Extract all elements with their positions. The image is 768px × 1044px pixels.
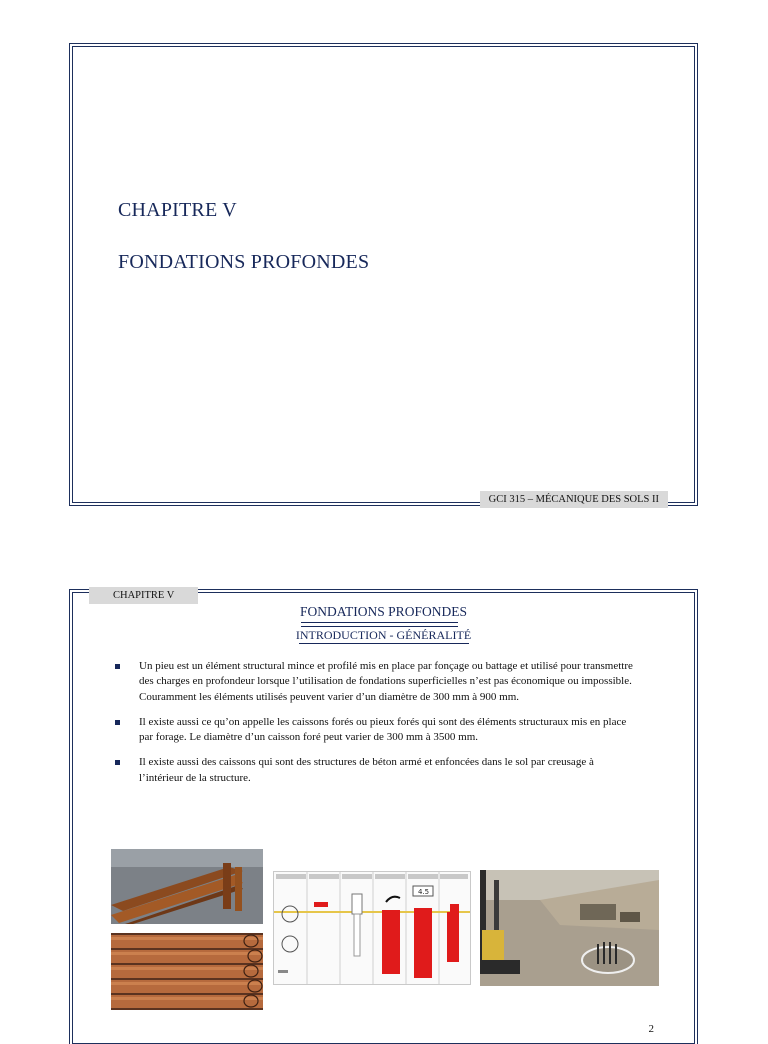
bullet-item <box>115 715 635 746</box>
chapter-header-tab: CHAPITRE V <box>89 587 198 604</box>
diagram-label: 4.5 <box>418 888 430 896</box>
bullet-item <box>115 755 635 786</box>
chapter-heading: CHAPITRE V <box>118 199 237 221</box>
bullet-square-icon <box>115 664 120 669</box>
slide-subtitle: INTRODUCTION - GÉNÉRALITÉ <box>295 628 472 642</box>
page-number: 2 <box>648 1023 654 1035</box>
title-double-rule <box>301 622 458 627</box>
steel-piles-photo <box>111 849 263 924</box>
bullet-list <box>115 659 635 796</box>
bullet-text: Il existe aussi ce qu’on appelle les caissons forés ou pieux forés qui sont des éléments structuraux mis en place par forage. Le diamètre d’un caisson foré peut varier de 300 mm à 3500 mm. <box>139 715 627 744</box>
intro-slide <box>72 592 695 1044</box>
bullet-text: Il existe aussi des caissons qui sont des structures de béton armé et enfoncées dans le sol par creusage à l’intérieur de la structure. <box>139 756 594 784</box>
bullet-square-icon <box>115 760 120 765</box>
subtitle-rule <box>299 643 469 644</box>
bullet-item <box>115 659 635 705</box>
course-footer-tab: GCI 315 – MÉCANIQUE DES SOLS II <box>480 491 668 508</box>
chapter-title: FONDATIONS PROFONDES <box>118 251 370 273</box>
bullet-text: Un pieu est un élément structural mince et profilé mis en place par fonçage ou battage et utilisé pour transmettre des charges en profondeur lorsque l’utilisation de fondations superficielles n’est pas économique ou impossible. Couramment les éléments utilisés peuvent varier d’un diamètre de 300 mm à 900 mm. <box>139 660 633 703</box>
drilled-caisson-sequence-diagram <box>273 871 471 985</box>
construction-site-photo <box>480 870 659 986</box>
title-slide <box>72 46 695 503</box>
bullet-square-icon <box>115 720 120 725</box>
slide-title: FONDATIONS PROFONDES <box>300 604 467 619</box>
pipe-piles-photo <box>111 933 263 1010</box>
